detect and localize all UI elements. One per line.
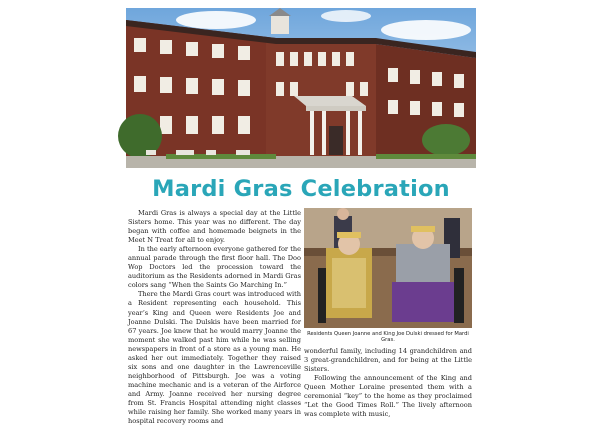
article-headline: Mardi Gras Celebration (152, 176, 450, 202)
paragraph-continued: wonderful family, including 14 grandchildren and 3 great-grandchildren, and for being at the Little Sisters. (304, 347, 472, 374)
article-body-right (304, 347, 472, 419)
paragraph: In the early afternoon everyone gathered for the annual parade through the first floor hall. The Doo Wop Doctors led the procession toward the auditorium as the Residents adorned in Mardi Gras colors sang “When the Saints Go Marching In.” (128, 245, 301, 290)
paragraph: Mardi Gras is always a special day at the Little Sisters home. This year was no different. The day began with coffee and homemade beignets in the Meet N Treat for all to enjoy. (128, 209, 301, 245)
photo-caption: Residents Queen Joanne and King Joe Dulski dressed for Mardi Gras. (307, 331, 469, 343)
article-body-left (128, 209, 301, 426)
building-photo (126, 8, 476, 168)
paragraph: There the Mardi Gras court was introduced with a Resident representing each household. This year’s King and Queen were Residents Joe and Joanne Dulski. The Dulskis have been married for 67 years. Joe knew that he would marry Joanne the moment she walked past him while he was selling newspapers in front of a store as a young man. He asked her out immediately. Together they raised six sons and one daughter in the Lawrenceville neighborhood of Pittsburgh. Joe was a voting machine mechanic and is a veteran of the Airforce and Army. Joanne received her nursing degree from St. Francis Hospital attending night classes while raising her family. She worked many years in hospital recovery rooms and (128, 290, 301, 426)
paragraph: Following the announcement of the King and Queen Mother Loraine presented them with a ceremonial “key” to the home as they proclaimed “Let the Good Times Roll.” The lively afternoon was complete with music, (304, 374, 472, 419)
residents-photo (304, 208, 472, 328)
